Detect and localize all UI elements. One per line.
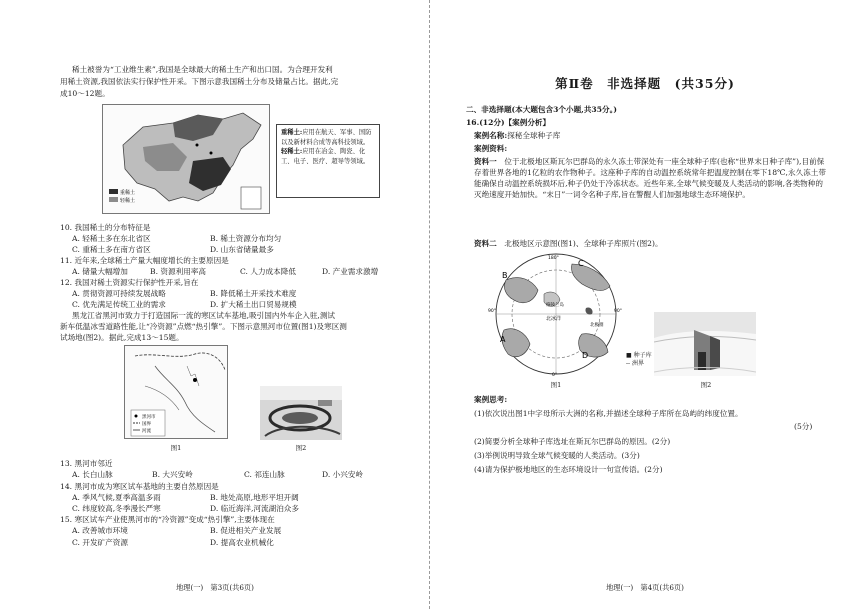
seed-vault-image [654, 312, 756, 376]
arctic-circle-label: 北极圈 [590, 323, 604, 328]
task-1: (1)依次说出图1中字母所示大洲的名称,并描述全球种子库所在岛屿的纬度位置。 [474, 409, 743, 418]
left-fig1-caption: 图1 [170, 444, 182, 452]
arctic-map-figure [486, 250, 626, 378]
arctic-letter-d: D [582, 351, 589, 360]
legend-seed-vault: ■ 种子库 [626, 352, 652, 359]
intro2-line-2: 新车低温冰雪道路性能,让“冷资源”点燃“热引擎”。下图示意黑河市位置(图1)及寒区测 [60, 322, 347, 331]
meridian-left-label: 90° [488, 309, 496, 314]
q13-option-b: B. 大兴安岭 [152, 470, 193, 479]
arctic-letter-c: C [578, 259, 584, 268]
left-page-footer: 地理(一) 第3页(共6页) [176, 583, 254, 592]
material-2: 资料二 北极地区示意图(图1)、全球种子库照片(图2)。 [474, 239, 663, 248]
q11-stem: 11. 近年来,全球稀土产量大幅度增长的主要原因是 [60, 256, 229, 265]
intro-line-3: 成10～12题。 [60, 89, 110, 98]
map2-legend-river: 河流 [142, 429, 151, 434]
q14-option-a: A. 季风气候,夏季高温多雨 [72, 493, 161, 502]
arctic-ocean-label: 北冰洋 [546, 316, 562, 322]
map2-legend-heihe: 黑河市 [142, 415, 156, 420]
right-fig1-caption: 图1 [550, 381, 562, 389]
intro-line-1: 稀土被誉为“工业维生素”,我国是全球最大的稀土生产和出口国。为合理开发利 [72, 65, 333, 74]
q10-option-b: B. 稀土资源分布均匀 [210, 234, 282, 243]
case-material-label: 案例资料: [474, 144, 508, 153]
q13-stem: 13. 黑河市邻近 [60, 459, 113, 468]
arctic-letter-a: A [500, 335, 506, 344]
case-think-label: 案例思考: [474, 395, 508, 404]
right-page [430, 0, 860, 609]
intro-line-2: 用稀土资源,我国依法实行保护性开采。下图示意我国稀土分布及储量占比。据此,完 [60, 77, 339, 86]
q12-option-a: A. 贯彻资源可持续发展战略 [72, 289, 166, 298]
rare-earth-legend [276, 124, 380, 198]
task-2: (2)简要分析全球种子库选址在斯瓦尔巴群岛的原因。(2分) [474, 437, 671, 446]
q15-option-b: B. 促进相关产业发展 [210, 526, 282, 535]
dashed-line-icon: -- [626, 360, 631, 367]
q12-stem: 12. 我国对稀土资源实行保护性开采,旨在 [60, 278, 199, 287]
q11-option-b: B. 资源利用率高 [150, 267, 206, 276]
left-fig2-caption: 图2 [295, 444, 307, 452]
greenland-label: 格陵兰岛 [546, 303, 564, 308]
test-track-image [260, 386, 342, 440]
q12-option-b: B. 降低稀土开采技术难度 [210, 289, 297, 298]
section-heading: 二、非选择题(本大题包含3个小题,共35分。) [466, 105, 617, 114]
part2-title: 第Ⅱ卷 非选择题 (共35分) [555, 76, 735, 91]
map2-legend-border: 国界 [142, 422, 151, 427]
q12-option-c: C. 优先满足传统工业的需求 [72, 300, 166, 309]
q13-option-a: A. 长白山脉 [72, 470, 113, 479]
q15-option-c: C. 开发矿产资源 [72, 538, 128, 547]
map1-legend-light: 轻稀土 [120, 198, 136, 204]
arctic-map [486, 250, 626, 378]
q11-option-a: A. 储量大幅增加 [72, 267, 128, 276]
legend-light-rare-earth: 轻稀土:应用在冶金、陶瓷、化工、电子、医疗、超导等领域。 [281, 148, 370, 165]
map1-legend-heavy: 重稀土 [120, 190, 136, 196]
q11-option-d: D. 产业需求激增 [322, 267, 379, 276]
china-map-figure [103, 105, 270, 214]
q11-option-c: C. 人力成本降低 [240, 267, 296, 276]
q12-option-d: D. 扩大稀土出口贸易规模 [210, 300, 297, 309]
q13-option-d: D. 小兴安岭 [322, 470, 364, 479]
meridian-right-label: 90° [614, 309, 622, 314]
task-1-score: (5分) [794, 422, 813, 431]
seed-vault-marker-icon: ■ [626, 352, 632, 359]
q15-option-a: A. 改善城市环境 [72, 526, 128, 535]
q15-stem: 15. 寒区试车产业使黑河市的“冷资源”变成“热引擎”,主要体现在 [60, 515, 275, 524]
case-name: 案例名称:探秘全球种子库 [474, 131, 561, 140]
right-fig2-caption: 图2 [700, 381, 712, 389]
material-1: 资料一 位于北极地区斯瓦尔巴群岛的永久冻土带深处有一座全球种子库(也称“世界末日种子库”),目前保存着世界各地的1亿粒的农作物种子。这座种子库的自动温控系统常年把温度控制在零下18℃,永久冻土带能确保自动温控系统损坏后,种子仍处于冷冻状态。近些年来,全球气候变暖及人类活动的影响,各类物种的灭绝速度开始加快。“末日”一词令名种子库,旨在警醒人们加强地球生态环境保护。 [474, 157, 826, 199]
q10-option-a: A. 轻稀土多在东北省区 [72, 234, 151, 243]
q14-option-d: D. 临近海洋,河流湖泊众多 [210, 504, 299, 513]
test-track-photo [260, 386, 342, 440]
q10-option-c: C. 重稀土多在南方省区 [72, 245, 151, 254]
legend-continent-boundary: -- 洲界 [626, 360, 644, 367]
q16-heading: 16.(12分)【案例分析】 [466, 118, 551, 127]
q13-option-c: C. 祁连山脉 [244, 470, 285, 479]
q15-option-d: D. 提高农业机械化 [210, 538, 274, 547]
heihe-location-map [124, 345, 228, 439]
heihe-map-figure [125, 346, 228, 439]
meridian-bottom-label: 0° [552, 373, 558, 378]
arctic-letter-b: B [502, 271, 508, 280]
right-page-footer: 地理(一) 第4页(共6页) [606, 583, 684, 592]
seed-vault-photo [654, 312, 756, 376]
task-4: (4)请为保护极地地区的生态环境设计一句宣传语。(2分) [474, 465, 663, 474]
q14-option-c: C. 纬度较高,冬季漫长严寒 [72, 504, 161, 513]
intro2-line-1: 黑龙江省黑河市致力于打造国际一流的寒区试车基地,吸引国内外车企入驻,测试 [72, 311, 336, 320]
q14-stem: 14. 黑河市成为寒区试车基地的主要自然原因是 [60, 482, 219, 491]
rare-earth-map [102, 104, 270, 214]
q14-option-b: B. 地处高原,地形平坦开阔 [210, 493, 299, 502]
q10-option-d: D. 山东省储量最多 [210, 245, 274, 254]
meridian-top-label: 180° [548, 256, 559, 261]
legend-heavy-rare-earth: 重稀土:应用在航天、军事、国防以及新材料合成等高科技领域。 [281, 129, 372, 146]
task-3: (3)举例说明导致全球气候变暖的人类活动。(3分) [474, 451, 640, 460]
intro2-line-3: 试场地(图2)。据此,完成13～15题。 [60, 333, 184, 342]
q10-stem: 10. 我国稀土的分布特征是 [60, 223, 151, 232]
